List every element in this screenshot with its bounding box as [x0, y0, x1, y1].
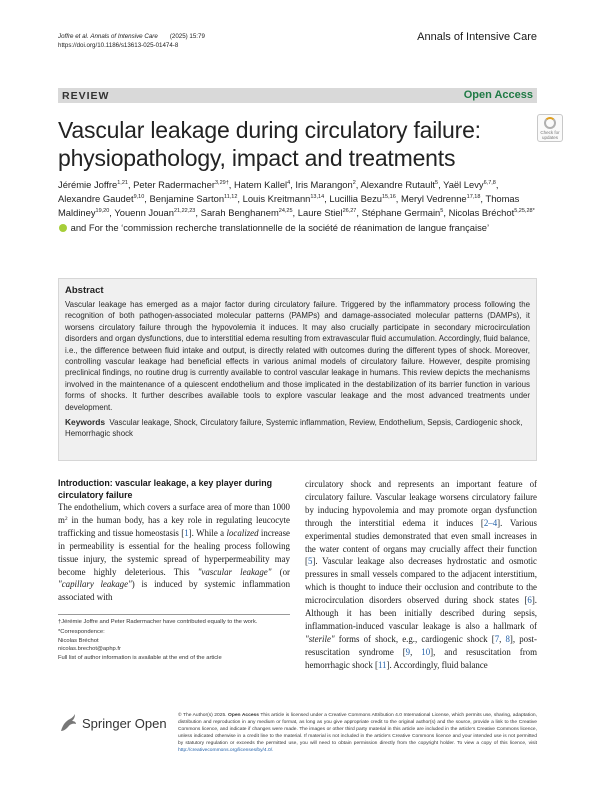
author-list: Jérémie Joffre$^{1,21}$, Peter Radermacher$^{3,29\dagger}$, Hatem Kallel$^4$, Iris Marangon$^2$, Alexandre Rutault$^5$, Yaël Levy$^{6,7,8}$, Alexandre Gaudet$^{9,10}$, Benjamine Sarton$^{11,12}$, Louis Kreitmann$^{13,14}$, Lucillia Bezu$^{15,16}$, Meryl Vedrenne$^{17,18}$, Thomas Maldiney$^{19,20}$, Youenn Jouan$^{21,22,23}$, Sarah Benghanem$^{24,25}$, Laure Stiel$^{26,27}$, Stéphane Germain$^5$, Nicolas Bréchot$^{5,25,28*}$ and For the ‘commission recherche translationnelle de la société de réanimation de langue française’	[58, 179, 535, 233]
citation-link[interactable]: 10	[421, 646, 431, 657]
keywords-label: Keywords	[65, 417, 106, 428]
body-text: The endothelium, which covers a surface area of more than 1000 $m^2$ in the human body, has a key role in regulating leucocyte trafficking and tissue homeostasis [1]. While a localized increase in permeability is essential for the healing process following tissue injury, the systemic spread of hyperpermeability may become highly deleterious. This "vascular leakage" (or "capillary leakage") is induced by systemic inflammation associated with	[58, 502, 291, 603]
open-access-label: Open Access	[463, 89, 533, 101]
license-text	[178, 712, 537, 754]
license-copyright: © The Author(s) 2025.	[178, 713, 227, 718]
author-info-note: Full list of author information is available at the end of the article	[58, 654, 222, 661]
springer-horse-icon	[58, 712, 78, 734]
author[interactable]: Yaël Levy$^{6,7,8}$	[443, 179, 496, 190]
section-heading: Introduction: vascular leakage, a key player during circulatory failure	[58, 478, 273, 500]
citation-link[interactable]: 8	[505, 633, 510, 644]
equal-contribution-note: †Jérémie Joffre and Peter Radermacher have contributed equally to the work.	[58, 619, 258, 625]
article-title: Vascular leakage during circulatory failure: physiopathology, impact and treatments	[58, 117, 481, 171]
citation-journal: Annals of Intensive Care	[90, 33, 158, 40]
springer-open-logo[interactable]	[58, 712, 178, 734]
author[interactable]: Laure Stiel$^{26,27}$	[297, 207, 357, 219]
citation-link[interactable]: 11	[377, 659, 387, 670]
citation-year: (2025) 15:79	[169, 33, 205, 40]
citation-link[interactable]: 9	[405, 646, 411, 657]
license-link[interactable]: http://creativecommons.org/licenses/by/4.0/.	[178, 748, 274, 753]
author[interactable]: Stéphane Germain$^5$	[361, 207, 444, 219]
body-column-right	[305, 478, 537, 672]
author[interactable]: Iris Marangon$^2$	[295, 179, 356, 190]
citation-line	[58, 32, 205, 41]
body-column-left	[58, 478, 290, 604]
authors-tail: and For the ‘commission recherche translationnelle de la société de réanimation de langue française’	[70, 221, 490, 233]
license-body: This article is licensed under a Creative Commons Attribution 4.0 International License, which permits use, sharing, adaptation, distribution and reproduction in any medium or format, as long as you give appropriate credit to the original author(s) and the source, provide a link to the Creative Commons licence, and indicate if changes were made. The images or other third party material in this article are included in the article's Creative Commons licence, unless indicated otherwise in a credit line to the material. If material is not included in the article's Creative Commons licence and your intended use is not permitted by statutory regulation or exceeds the permitted use, you will need to obtain permission directly from the copyright holder. To view a copy of this licence, visit	[178, 713, 537, 746]
author[interactable]: Lucillia Bezu$^{15,16}$	[329, 193, 396, 205]
citation-link[interactable]: 5	[307, 556, 313, 567]
orcid-icon[interactable]	[59, 224, 67, 232]
abstract-box	[58, 278, 537, 461]
keywords	[65, 417, 530, 440]
check-for-updates-button[interactable]	[537, 114, 563, 142]
abstract-text: Vascular leakage has emerged as a major factor during circulatory failure. Triggered by the inflammatory process following the recognition of both pathogen-associated molecular patterns (PAMPs) and damage-associated molecular patterns (DAMPs), it worsens circulatory failure through the hypovolemia it induces. It may also crucially participate in secondary microcirculation disorders and organ dysfunctions, due to interstitial edema resulting from extravascular fluid accumulation. Accordingly, fluid balance, i.e., the difference between fluid intake and output, is directly related with outcomes during the different types of shock. Moreover, controlling vascular leakage had beneficial effects in various animal models of circulatory failure. However, despite promising preclinical findings, no routine drug is currently available to control vascular leakage in humans. This review depicts the mechanisms involved in the maintenance of a quiescent endothelium and those implicated in the destabilization of its barrier function in various forms of shocks. It further describes available tools to explore vascular leakage and the most advanced treatments under development.	[65, 300, 530, 412]
journal-name: Annals of Intensive Care	[417, 31, 537, 43]
author[interactable]: Meryl Vedrenne$^{17,18}$	[400, 193, 481, 205]
author[interactable]: Sarah Benghanem$^{24,25}$	[200, 207, 293, 219]
running-header	[58, 32, 205, 50]
author[interactable]: Youenn Jouan$^{21,22,23}$	[114, 207, 196, 219]
citation-link[interactable]: 1	[184, 527, 189, 538]
citation-authors: Joffre et al.	[58, 33, 89, 40]
check-updates-icon	[544, 117, 556, 129]
correspondence-label: *Correspondence:	[58, 629, 105, 635]
doi-link[interactable]: https://doi.org/10.1186/s13613-025-01474-8	[58, 42, 179, 49]
citation-link[interactable]: 6	[527, 595, 532, 606]
article-type-label: REVIEW	[62, 90, 110, 102]
author[interactable]: Alexandre Gaudet$^{9,10}$	[58, 193, 145, 205]
author[interactable]: Thomas Maldiney$^{19,20}$	[58, 193, 520, 219]
citation-link[interactable]: 7	[494, 633, 500, 644]
author[interactable]: Peter Radermacher$^{3,29\dagger}$	[133, 179, 229, 190]
license-open-access: Open Access	[228, 713, 259, 718]
author[interactable]: Benjamine Sarton$^{11,12}$	[149, 193, 238, 205]
check-updates-label: Check for updates	[540, 130, 560, 140]
author[interactable]: Jérémie Joffre$^{1,21}$	[58, 179, 128, 190]
correspondence-name: Nicolas Bréchot	[58, 637, 99, 644]
keywords-list: Vascular leakage, Shock, Circulatory failure, Systemic inflammation, Review, Endothelium, Sepsis, Cardiogenic shock, Hemorrhagic shock	[65, 418, 523, 439]
abstract-heading: Abstract	[65, 285, 104, 296]
author[interactable]: Alexandre Rutault$^5$	[360, 179, 439, 190]
body-text: circulatory shock and represents an important feature of circulatory failure. Vascular leakage worsens circulatory failure by inducing hypovolemia and may promote organ dysfunction through the interstitial edema it induces [2–4]. Various experimental studies demonstrated that even small increases in the water content of organs may crucially affect their function [5]. Vascular leakage also decreases hydrostatic and osmotic pressures in small vessels compared to the adjacent interstitium, which is thought to induce their occlusion and contribute to the microcirculation disorders observed during shock states [6]. Although it has been initially described during sepsis, inflammation-induced vascular leakage is also a hallmark of "sterile" forms of shock, e.g., cardiogenic shock [7, 8], post-resuscitation syndrome [9, 10], and resuscitation from hemorrhagic shock [11]. Accordingly, fluid balance	[305, 479, 537, 670]
correspondence-email[interactable]: nicolas.brechot@aphp.fr	[58, 646, 121, 652]
author[interactable]: Nicolas Bréchot$^{5,25,28*}$	[448, 207, 535, 219]
footnotes	[58, 614, 290, 664]
citation-link[interactable]: 2–4	[483, 517, 498, 528]
publisher-name: Springer Open	[82, 715, 167, 731]
author[interactable]: Hatem Kallel$^4$	[233, 179, 291, 190]
author[interactable]: Louis Kreitmann$^{13,14}$	[242, 193, 325, 205]
